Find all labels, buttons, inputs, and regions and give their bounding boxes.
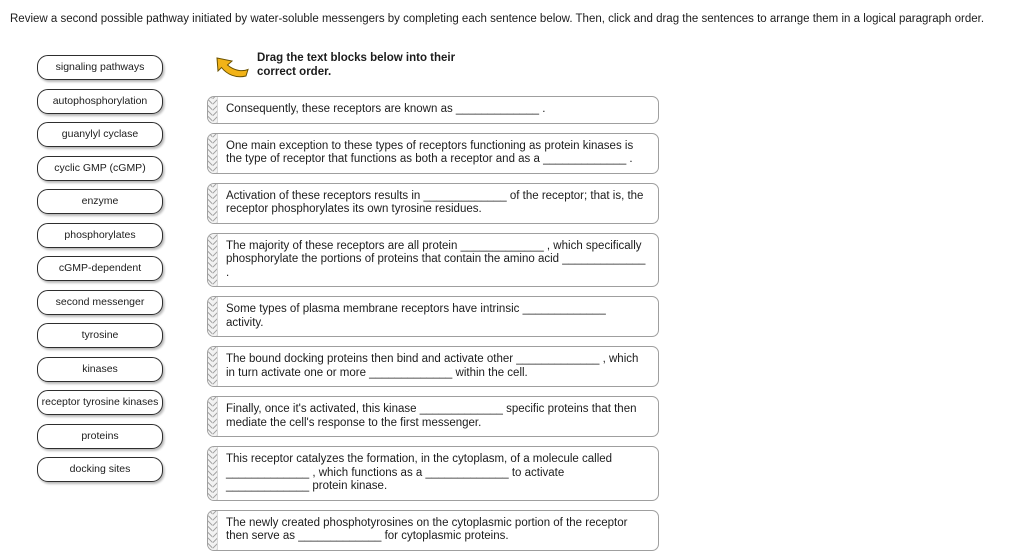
sentence-block[interactable]	[207, 396, 659, 437]
word-tile-autophosphorylation[interactable]: autophosphorylation	[37, 89, 163, 114]
sentence-block[interactable]	[207, 233, 659, 288]
word-tile-guanylyl-cyclase[interactable]: guanylyl cyclase	[37, 122, 163, 147]
sentence-text: This receptor catalyzes the formation, in the cytoplasm, of a molecule called _____________ , which functions as a _____________ to activate _____________ protein kinase.	[226, 453, 613, 492]
sentence-text: The majority of these receptors are all protein _____________ , which specifically phosphorylate the portions of proteins that contain the amino acid _____________ .	[226, 239, 646, 279]
sentence-text: Some types of plasma membrane receptors have intrinsic _____________ activity.	[226, 303, 606, 329]
drag-handle-icon[interactable]	[208, 184, 218, 223]
drag-handle-icon[interactable]	[208, 511, 218, 550]
sentence-text: The bound docking proteins then bind and activate other _____________ , which in turn activate one or more _____________ within the cell.	[226, 353, 639, 379]
drag-handle-icon[interactable]	[208, 234, 218, 287]
drag-handle-icon[interactable]	[208, 447, 218, 500]
word-tile-cgmp-dependent[interactable]: cGMP-dependent	[37, 256, 163, 281]
drag-handle-icon[interactable]	[208, 347, 218, 386]
drag-hint-text: Drag the text blocks below into their correct order.	[257, 52, 456, 78]
sentence-text: One main exception to these types of receptors functioning as protein kinases is the type of receptor that functions as both a receptor and as a _____________ .	[226, 139, 634, 165]
sentence-block[interactable]	[207, 96, 659, 124]
word-tile-phosphorylates[interactable]: phosphorylates	[37, 223, 163, 248]
sentence-text: Activation of these receptors results in _____________ of the receptor; that is, the receptor phosphorylates its own tyrosine residues.	[226, 189, 644, 215]
drag-handle-icon[interactable]	[208, 97, 218, 123]
sentence-block[interactable]	[207, 183, 659, 224]
sentence-text: Consequently, these receptors are known as _____________ .	[226, 103, 546, 115]
word-tile-proteins[interactable]: proteins	[37, 424, 163, 449]
word-bank	[37, 55, 163, 491]
word-tile-kinases[interactable]: kinases	[37, 357, 163, 382]
word-tile-second-messenger[interactable]: second messenger	[37, 290, 163, 315]
word-tile-enzyme[interactable]: enzyme	[37, 189, 163, 214]
sentence-text: Finally, once it's activated, this kinase _____________ specific proteins that then mediate the cell's response to the first messenger.	[226, 403, 637, 429]
arrow-icon	[215, 55, 251, 84]
sentence-block[interactable]	[207, 296, 659, 337]
sentence-block[interactable]	[207, 446, 659, 501]
word-tile-receptor-tyrosine-kinases[interactable]: receptor tyrosine kinases	[37, 390, 163, 415]
sentence-block[interactable]	[207, 346, 659, 387]
sentence-text: The newly created phosphotyrosines on the cytoplasmic portion of the receptor then serve as _____________ for cytoplasmic proteins.	[226, 516, 628, 542]
sentence-drop-zone	[207, 52, 659, 560]
word-tile-signaling-pathways[interactable]: signaling pathways	[37, 55, 163, 80]
drag-hint-row	[215, 52, 659, 84]
sentence-block[interactable]	[207, 133, 659, 174]
drag-handle-icon[interactable]	[208, 134, 218, 173]
drag-handle-icon[interactable]	[208, 397, 218, 436]
word-tile-tyrosine[interactable]: tyrosine	[37, 323, 163, 348]
sentence-block[interactable]	[207, 510, 659, 551]
instructions: Review a second possible pathway initiated by water-soluble messengers by completing each sentence below. Then, click and drag the sentences to arrange them in a logical paragraph order.	[10, 13, 985, 25]
word-tile-cyclic-gmp[interactable]: cyclic GMP (cGMP)	[37, 156, 163, 181]
drag-handle-icon[interactable]	[208, 297, 218, 336]
word-tile-docking-sites[interactable]: docking sites	[37, 457, 163, 482]
